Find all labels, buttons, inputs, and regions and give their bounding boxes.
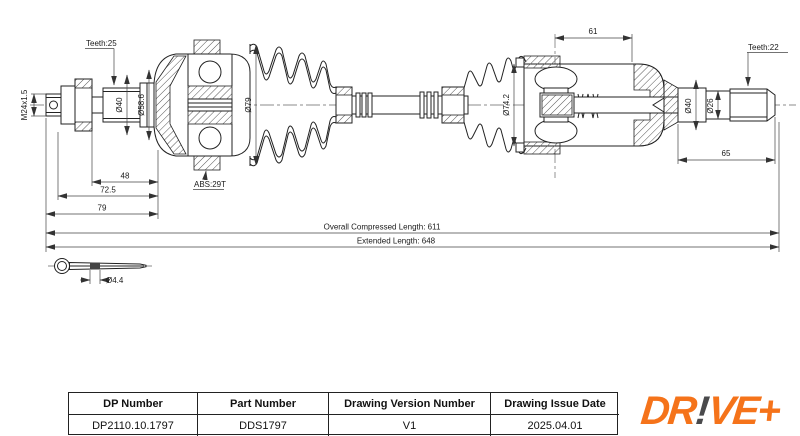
cotter-pin-hole xyxy=(50,101,58,109)
title-block-table xyxy=(68,392,618,435)
header-dp-number: DP Number xyxy=(69,393,198,415)
bearing-ball xyxy=(199,127,221,149)
header-part-number: Part Number xyxy=(198,393,329,415)
boot-clamp-band xyxy=(194,40,220,54)
dim-compressed-length: Overall Compressed Length: 611 xyxy=(323,222,441,232)
interconnecting-shaft xyxy=(352,87,468,123)
abs-ring-label: ABS:29T xyxy=(194,180,227,189)
teeth-outer-label: Teeth:25 xyxy=(86,39,117,48)
pin-measure-band xyxy=(90,263,100,270)
value-part-number: DDS1797 xyxy=(198,415,329,436)
outer-boot-dia-label: Ø79 xyxy=(244,97,253,113)
inner-boot-clamp xyxy=(524,142,560,154)
joint-neck-dia-label: Ø58.6 xyxy=(137,94,146,116)
logo-text-dr: DR xyxy=(638,389,698,433)
cotter-pin-detail xyxy=(48,259,152,286)
inner-spline-section xyxy=(730,89,775,121)
dim-65: 65 xyxy=(721,149,731,158)
abs-ring-band xyxy=(194,156,220,170)
logo-exclamation: ! xyxy=(693,389,710,433)
logo-text-ve-plus: VE+ xyxy=(705,389,782,433)
dim-61: 61 xyxy=(588,27,598,36)
spline-dia-label: Ø40 xyxy=(115,97,124,113)
value-dp-number: DP2110.10.1797 xyxy=(69,415,198,436)
inner-joint-dia-label: Ø74.2 xyxy=(502,94,511,116)
value-issue-date: 2025.04.01 xyxy=(527,419,583,432)
inner-boot-clamp xyxy=(524,56,560,68)
dim-72-5: 72.5 xyxy=(100,185,116,195)
bearing-seat-dia-label: Ø26 xyxy=(706,98,715,114)
drive-plus-logo xyxy=(620,388,800,434)
header-issue-date: Drawing Issue Date xyxy=(491,393,619,415)
dimensions xyxy=(20,27,788,252)
dim-48: 48 xyxy=(120,171,130,181)
thread-label: M24x1.5 xyxy=(20,89,29,121)
dim-extended-length: Extended Length: 648 xyxy=(356,236,436,246)
stub-dia-label: Ø40 xyxy=(684,98,693,114)
value-drawing-version: V1 xyxy=(329,415,491,436)
tripod-roller xyxy=(535,67,577,91)
header-drawing-version: Drawing Version Number xyxy=(329,393,491,415)
cotter-pin-dia-label: Ø4.4 xyxy=(106,276,124,285)
dim-79: 79 xyxy=(97,203,107,213)
bearing-ball xyxy=(199,61,221,83)
outer-cv-joint xyxy=(154,40,250,170)
teeth-inner-label: Teeth:22 xyxy=(748,43,779,52)
tripod-roller xyxy=(535,119,577,143)
